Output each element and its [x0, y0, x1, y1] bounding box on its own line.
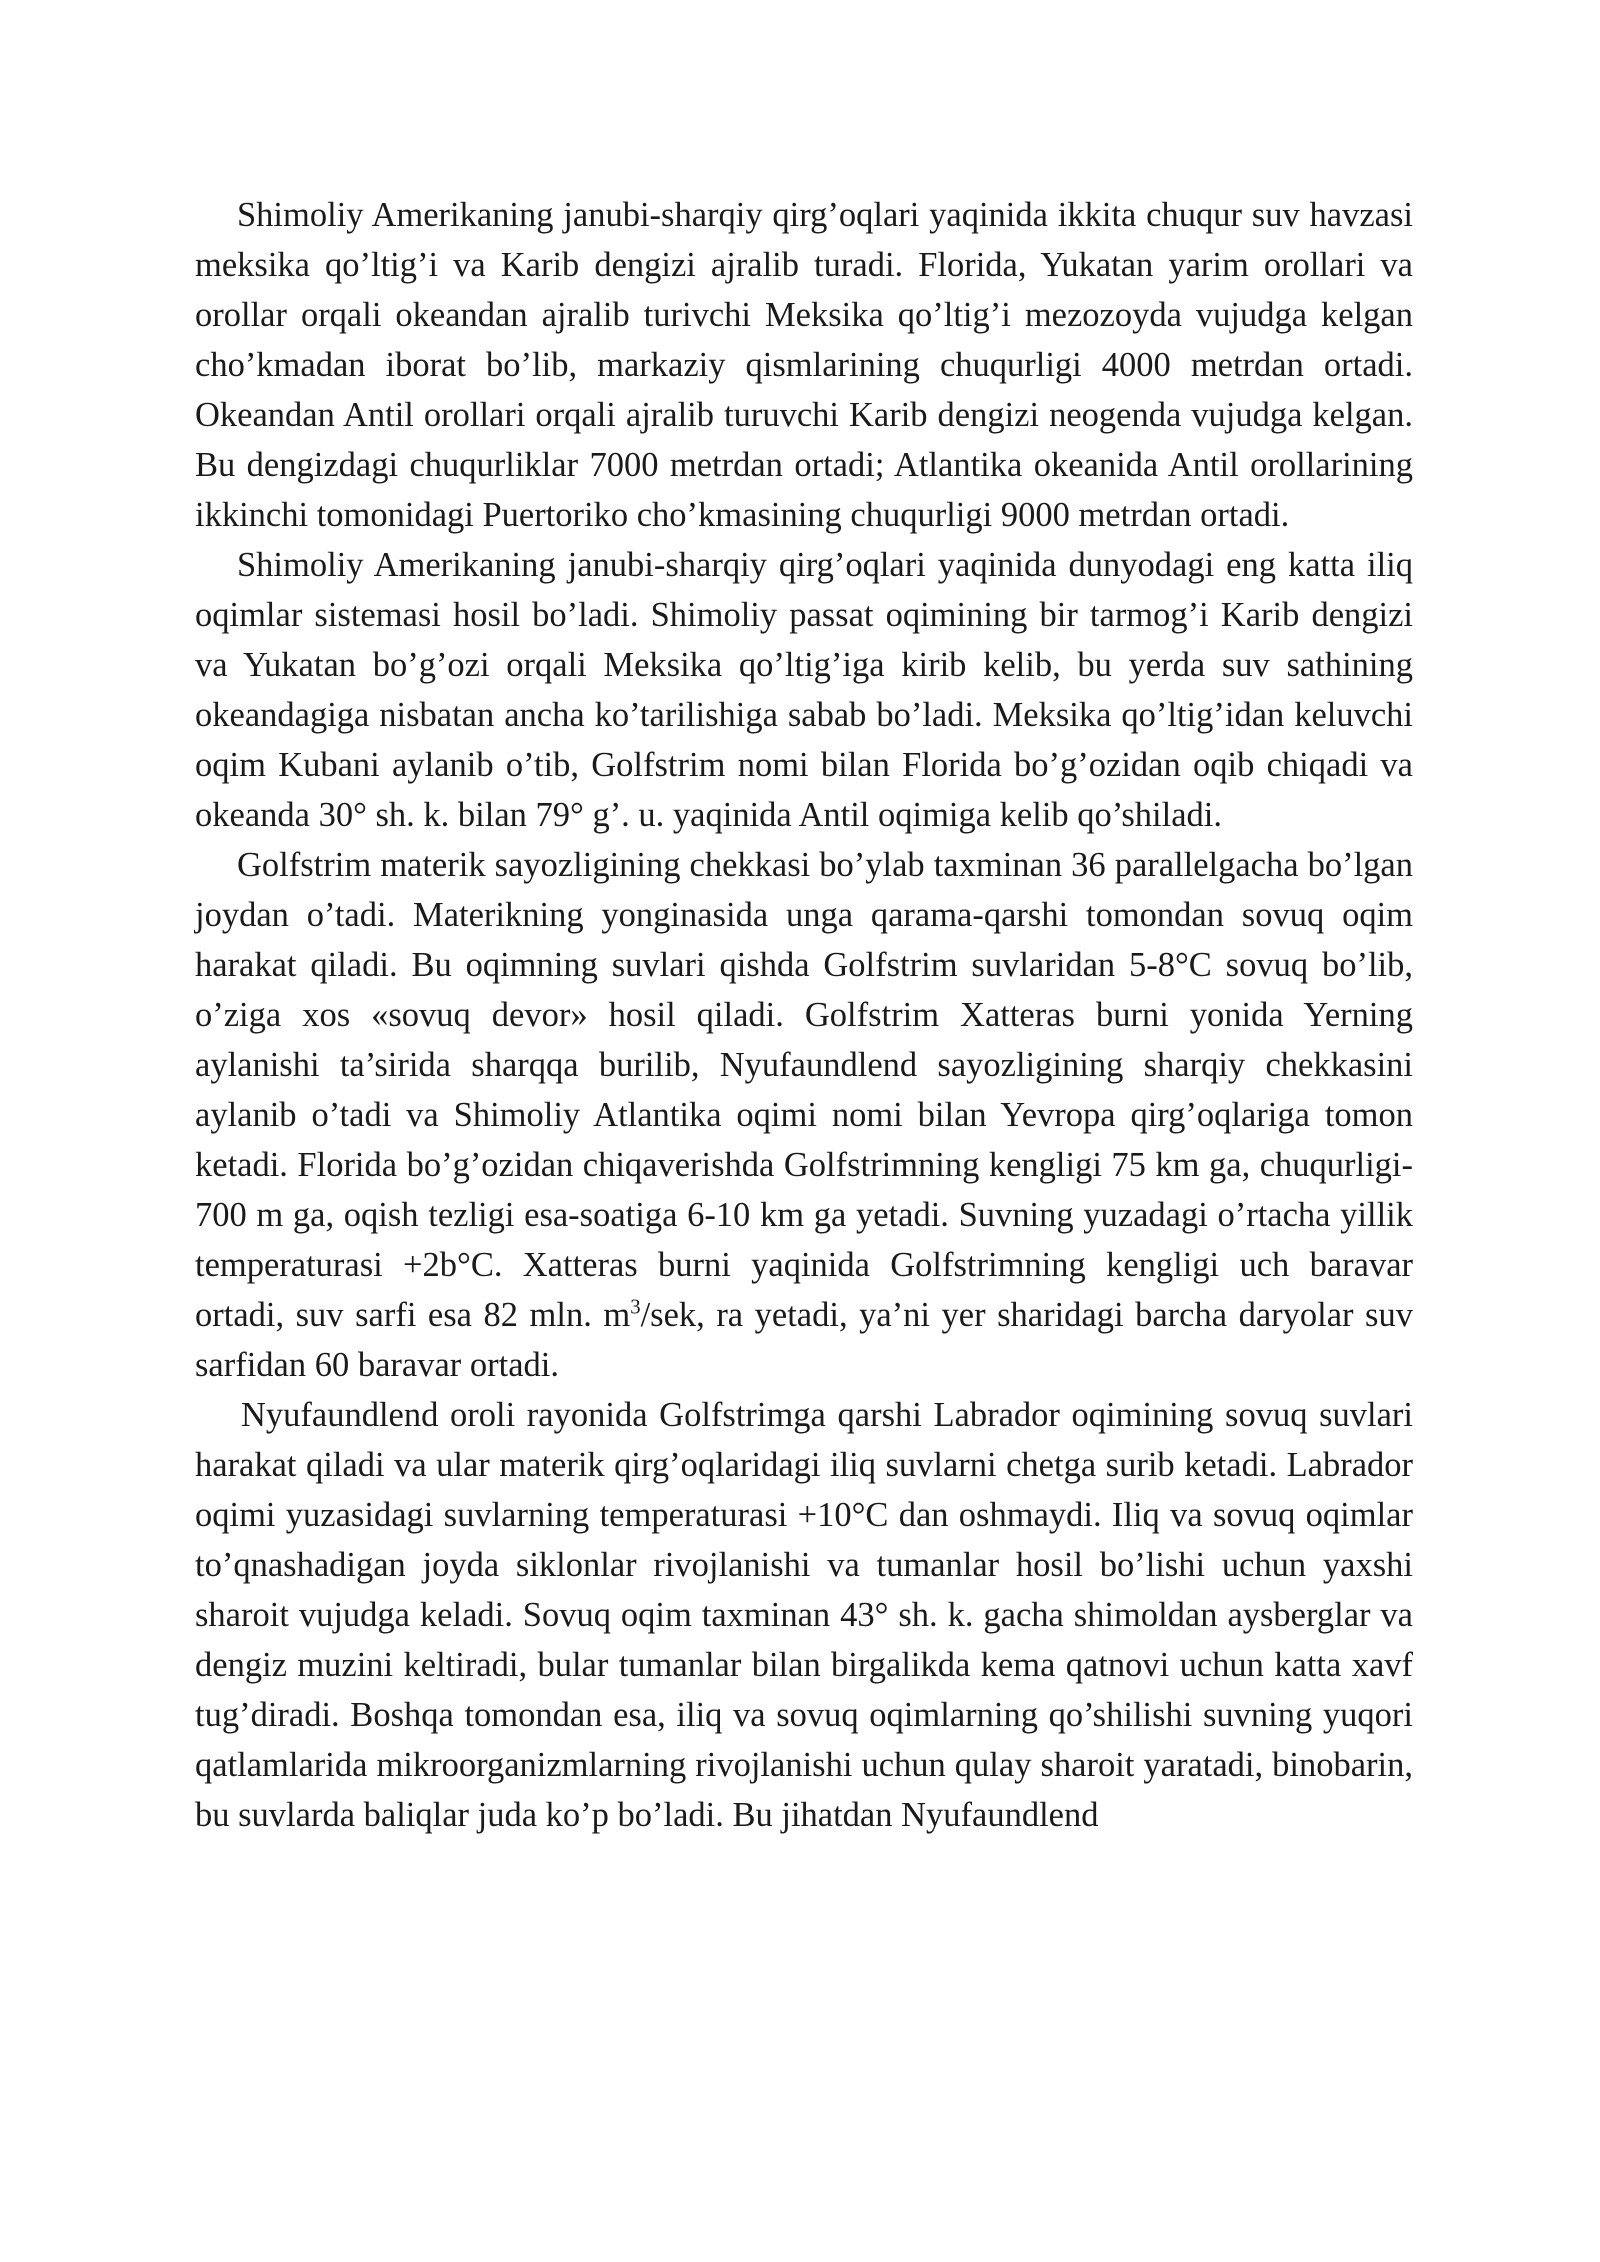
paragraph-1: Shimoliy Amerikaning janubi-sharqiy qirg’oqlari yaqinida ikkita chuqur suv havzasi meksika qo’ltig’i va Karib dengizi ajralib turadi. Florida, Yukatan yarim orollari va orollar orqali okeandan ajralib turivchi Meksika qo’ltig’i mezozoyda vujudga kelgan cho’kmadan iborat bo’lib, markaziy qismlarining chuqurligi 4000 metrdan ortadi. Okeandan Antil orollari orqali ajralib turuvchi Karib dengizi neogenda vujudga kelgan. Bu dengizdagi chuqurliklar 7000 metrdan ortadi; Atlantika okeanida Antil orollarining ikkinchi tomonidagi Puertoriko cho’kmasining chuqurligi 9000 metrdan ortadi.: [195, 196, 1413, 534]
paragraph-4: Nyufaundlend oroli rayonida Golfstrimga qarshi Labrador oqimining sovuq suvlari harakat qiladi va ular materik qirg’oqlaridagi iliq suvlarni chetga surib ketadi. Labrador oqimi yuzasidagi suvlarning temperaturasi +10°C dan oshmaydi. Iliq va sovuq oqimlar to’qnashadigan joyda siklonlar rivojlanishi va tumanlar hosil bo’lishi uchun yaxshi sharoit vujudga keladi. Sovuq oqim taxminan 43° sh. k. gacha shimoldan aysberglar va dengiz muzini keltiradi, bular tumanlar bilan birgalikda kema qatnovi uchun katta xavf tug’diradi. Boshqa tomondan esa, iliq va sovuq oqimlarning qo’shilishi suvning yuqori qatlamlarida mikroorganizmlarning rivojlanishi uchun qulay sharoit yaratadi, binobarin, bu suvlarda baliqlar juda ko’p bo’ladi. Bu jihatdan Nyufaundlend: [195, 1396, 1413, 1834]
paragraph-3-text-start: Golfstrim materik sayozligining chekkasi bo’ylab taxminan 36 parallelgacha bo’lgan joydan o’tadi. Materikning yonginasida unga qarama-qarshi tomondan sovuq oqim harakat qiladi. Bu oqimning suvlari qishda Golfstrim suvlaridan 5-8°C sovuq bo’lib, o’ziga xos «sovuq devor» hosil qiladi. Golfstrim Xatteras burni yonida Yerning aylanishi ta’sirida sharqqa burilib, Nyufaundlend sayozligining sharqiy chekkasini aylanib o’tadi va Shimoliy Atlantika oqimi nomi bilan Yevropa qirg’oqlariga tomon ketadi. Florida bo’g’ozidan chiqaverishda Golfstrimning kengligi 75 km ga, chuqurligi-700 m ga, oqish tezligi esa-soatiga 6-10 km ga yetadi. Suvning yuzadagi o’rtacha yillik temperaturasi +2b°C. Xatteras burni yaqinida Golfstrimning kengligi uch baravar ortadi, suv sarfi esa 82 mln. m: [195, 846, 1413, 1334]
cubic-superscript: 3: [630, 1296, 641, 1319]
paragraph-3-text-end: /sek, ra yetadi, ya’ni yer sharidagi barcha daryolar suv sarfidan 60 baravar ortadi.: [195, 1296, 1413, 1384]
paragraph-3: [195, 840, 1413, 1390]
document-page: [195, 190, 1413, 1840]
paragraph-2: Shimoliy Amerikaning janubi-sharqiy qirg’oqlari yaqinida dunyodagi eng katta iliq oqimlar sistemasi hosil bo’ladi. Shimoliy passat oqimining bir tarmog’i Karib dengizi va Yukatan bo’g’ozi orqali Meksika qo’ltig’iga kirib kelib, bu yerda suv sathining okeandagiga nisbatan ancha ko’tarilishiga sabab bo’ladi. Meksika qo’ltig’idan keluvchi oqim Kubani aylanib o’tib, Golfstrim nomi bilan Florida bo’g’ozidan oqib chiqadi va okeanda 30° sh. k. bilan 79° g’. u. yaqinida Antil oqimiga kelib qo’shiladi.: [195, 546, 1413, 834]
